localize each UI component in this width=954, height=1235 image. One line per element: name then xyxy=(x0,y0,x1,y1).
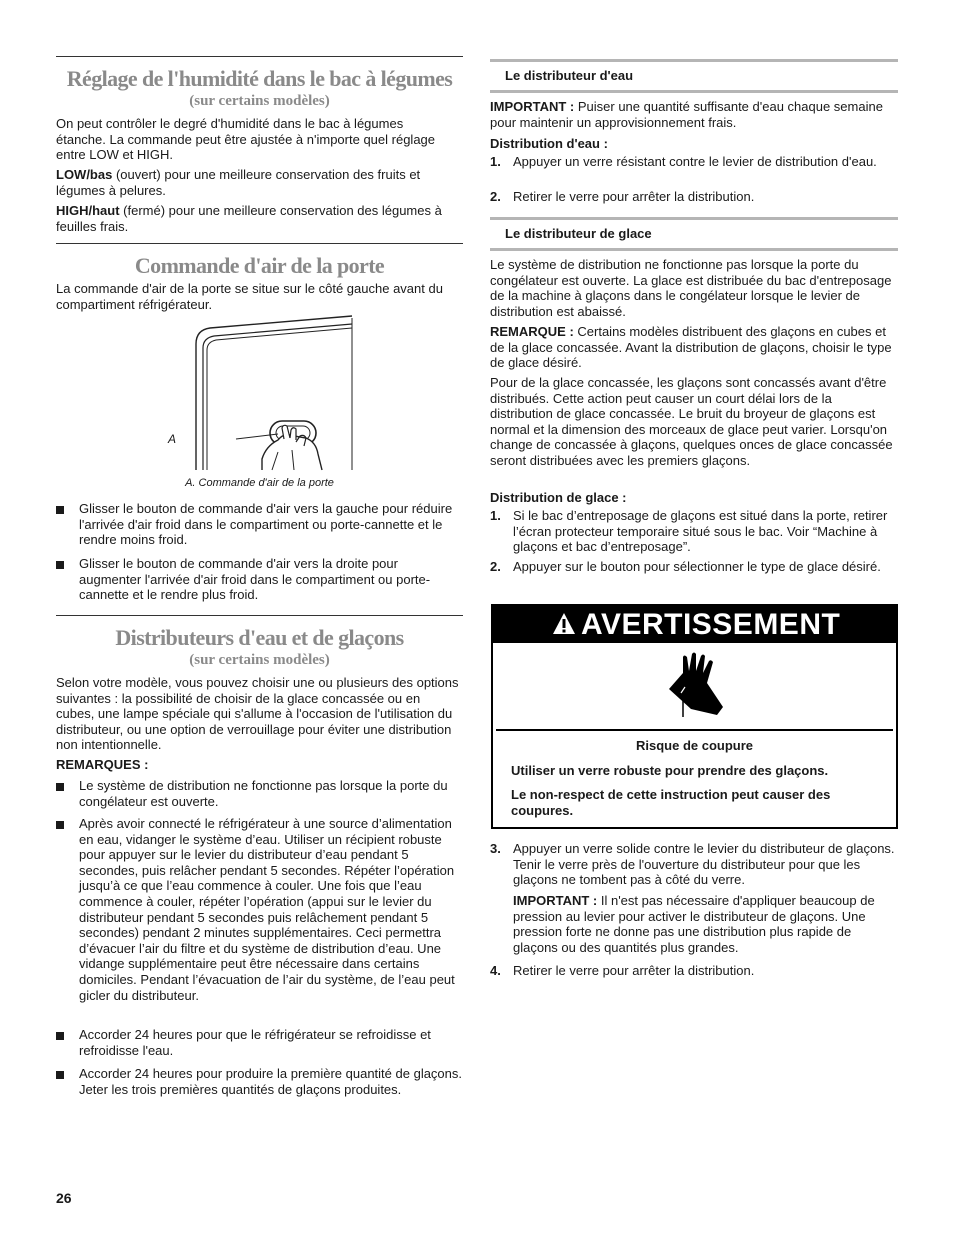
list-item: 1. Si le bac d’entreposage de glaçons est situé dans la porte, retirer l’écran protecteur temporaire situé sous le bac. Voir “Machine à glaçons et bac d’entreposage”. xyxy=(490,508,888,555)
list-item: Le système de distribution ne fonctionne pas lorsque la porte du congélateur est ouverte. xyxy=(56,778,463,809)
bullet-square xyxy=(56,561,64,569)
warning-line-1: Utiliser un verre robuste pour prendre des glaçons. xyxy=(511,763,829,778)
water-dispenser-heading: Le distributeur d'eau xyxy=(505,68,634,83)
humidity-intro: On peut contrôler le degré d'humidité dans le bac à légumes étanche. La commande peut être ajustée à n'importe quel réglage entre LOW et HIGH. xyxy=(56,116,436,163)
door-air-control-illustration xyxy=(166,314,356,472)
figure-caption: A. Commande d'air de la porte xyxy=(185,477,334,489)
ice-steps-label: Distribution de glace : xyxy=(490,490,627,505)
list-item: 2. Appuyer sur le bouton pour sélectionner le type de glace désiré. xyxy=(490,559,881,574)
water-steps-label: Distribution d'eau : xyxy=(490,136,608,151)
list-item: Glisser le bouton de commande d'air vers la gauche pour réduire l'arrivée d'air froid dans le compartiment ou porte-cannette et le rendre moins froid. xyxy=(56,501,463,548)
list-item: Glisser le bouton de commande d'air vers la droite pour augmenter l'arrivée d'air froid dans le compartiment ou porte-cannette et le rendre plus froid. xyxy=(56,556,463,603)
section-divider xyxy=(56,56,463,57)
warning-box xyxy=(491,604,898,829)
dispensers-intro: Selon votre modèle, vous pouvez choisir une ou plusieurs des options suivantes : la possibilité de choisir de la glace concassée ou en cubes, une lampe spéciale qui s'allume à l'occasion de l'utilisation du distributeur, ou une option de verrouillage pour éviter une distribution non intentionnelle. xyxy=(56,675,459,753)
ice-note: REMARQUE : Certains modèles distribuent des glaçons en cubes et de la glace concassée. Avant la distribution de glaçons, choisir le type de glace désiré. xyxy=(490,324,892,371)
crushed-ice-paragraph: Pour de la glace concassée, les glaçons sont concassés avant d'être distribués. Cette action peut causer un court délai lors de la distribution de glace concassée. Le bruit du broyeur de glaçons est normal et la dimension des morceaux de glace peut varier. Lorsqu'on change de concassée à glaçons, quelques onces de glace concassée seront distribuées avec les premiers glaçons. xyxy=(490,375,893,468)
step3-important-note: IMPORTANT : Il n'est pas nécessaire d'appliquer beaucoup de pression au levier pour activer le distributeur de glaçons. Une pression forte ne donne pas une distribution plus rapide de glaçons ou des quantités plus grandes. xyxy=(513,893,875,955)
list-item: 2. Retirer le verre pour arrêter la distribution. xyxy=(490,189,755,204)
bullet-square xyxy=(56,821,64,829)
air-control-intro: La commande d'air de la porte se situe sur le côté gauche avant du compartiment réfrigérateur. xyxy=(56,281,443,312)
dispensers-section-subtitle: (sur certains modèles) xyxy=(189,652,330,668)
humidity-section-subtitle: (sur certains modèles) xyxy=(189,93,330,109)
bullet-square xyxy=(56,506,64,514)
water-important-note: IMPORTANT : Puiser une quantité suffisante d'eau chaque semaine pour maintenir un approvisionnement frais. xyxy=(490,99,883,130)
list-item: Après avoir connecté le réfrigérateur à une source d’alimentation en eau, vidanger le système d’eau. Utiliser un récipient robuste pour appuyer sur le levier du distributeur d’eau pendant 5 secondes, puis relâcher pendant 5 secondes. Répéter l’opération jusqu’à ce que l’eau commence à couler. Une fois que l’eau commence à couler, répéter l’opération (appui sur le levier du distributeur pendant 5 secondes puis relâchement pendant 5 secondes) pendant 2 minutes supplémentaires. Ceci permettra d’évacuer l’air du filtre et du système de distribution d’eau. Une vidange supplémentaire peut être nécessaire dans certains domiciles. Pendant l’évacuation de l’air du système, de l’eau peut gicler du distributeur. xyxy=(56,816,463,1003)
humidity-section-title: Réglage de l'humidité dans le bac à légumes xyxy=(66,66,453,91)
remarks-label: REMARQUES : xyxy=(56,757,149,772)
section-divider xyxy=(56,243,463,244)
dispensers-section-title: Distributeurs d'eau et de glaçons xyxy=(115,625,404,650)
ice-intro: Le système de distribution ne fonctionne pas lorsque la porte du congélateur est ouverte. La glace est distribuée du bac d'entreposage de la machine à glaçons dans le congélateur lorsque le levier de distribution est abaissé. xyxy=(490,257,892,319)
list-item: 1. Appuyer un verre résistant contre le levier de distribution d'eau. xyxy=(490,154,877,169)
warning-triangle-icon xyxy=(552,612,576,635)
warning-pictogram-panel xyxy=(496,643,893,731)
list-item: Accorder 24 heures pour produire la première quantité de glaçons. Jeter les trois premières quantités de glaçons produites. xyxy=(56,1066,463,1097)
figure-callout-label: A xyxy=(168,432,177,446)
list-item: Accorder 24 heures pour que le réfrigérateur se refroidisse et refroidisse l'eau. xyxy=(56,1027,463,1058)
water-dispenser-heading-bar xyxy=(490,59,898,93)
page-number: 26 xyxy=(56,1190,72,1206)
bullet-square xyxy=(56,1032,64,1040)
ice-dispenser-heading-bar xyxy=(490,217,898,251)
humidity-low-paragraph: LOW/bas (ouvert) pour une meilleure conservation des fruits et légumes à pelures. xyxy=(56,167,421,198)
warning-line-2: Le non-respect de cette instruction peut causer des coupures. xyxy=(511,787,831,818)
bullet-square xyxy=(56,1071,64,1079)
list-item: 3. Appuyer un verre solide contre le levier du distributeur de glaçons. Tenir le verre près de l'ouverture du distributeur pour que les glaçons ne tombent pas à côté du verre. xyxy=(490,841,895,888)
section-divider xyxy=(56,615,463,616)
air-control-section-title: Commande d'air de la porte xyxy=(134,253,385,278)
ice-dispenser-heading: Le distributeur de glace xyxy=(505,226,652,241)
warning-title: AVERTISSEMENT xyxy=(581,608,841,641)
warning-header xyxy=(493,606,896,643)
humidity-high-paragraph: HIGH/haut (fermé) pour une meilleure conservation des légumes à feuilles frais. xyxy=(56,203,442,234)
cut-hazard-hand-icon xyxy=(661,651,731,723)
bullet-square xyxy=(56,783,64,791)
warning-risk: Risque de coupure xyxy=(635,738,754,753)
list-item: 4. Retirer le verre pour arrêter la distribution. xyxy=(490,963,755,978)
